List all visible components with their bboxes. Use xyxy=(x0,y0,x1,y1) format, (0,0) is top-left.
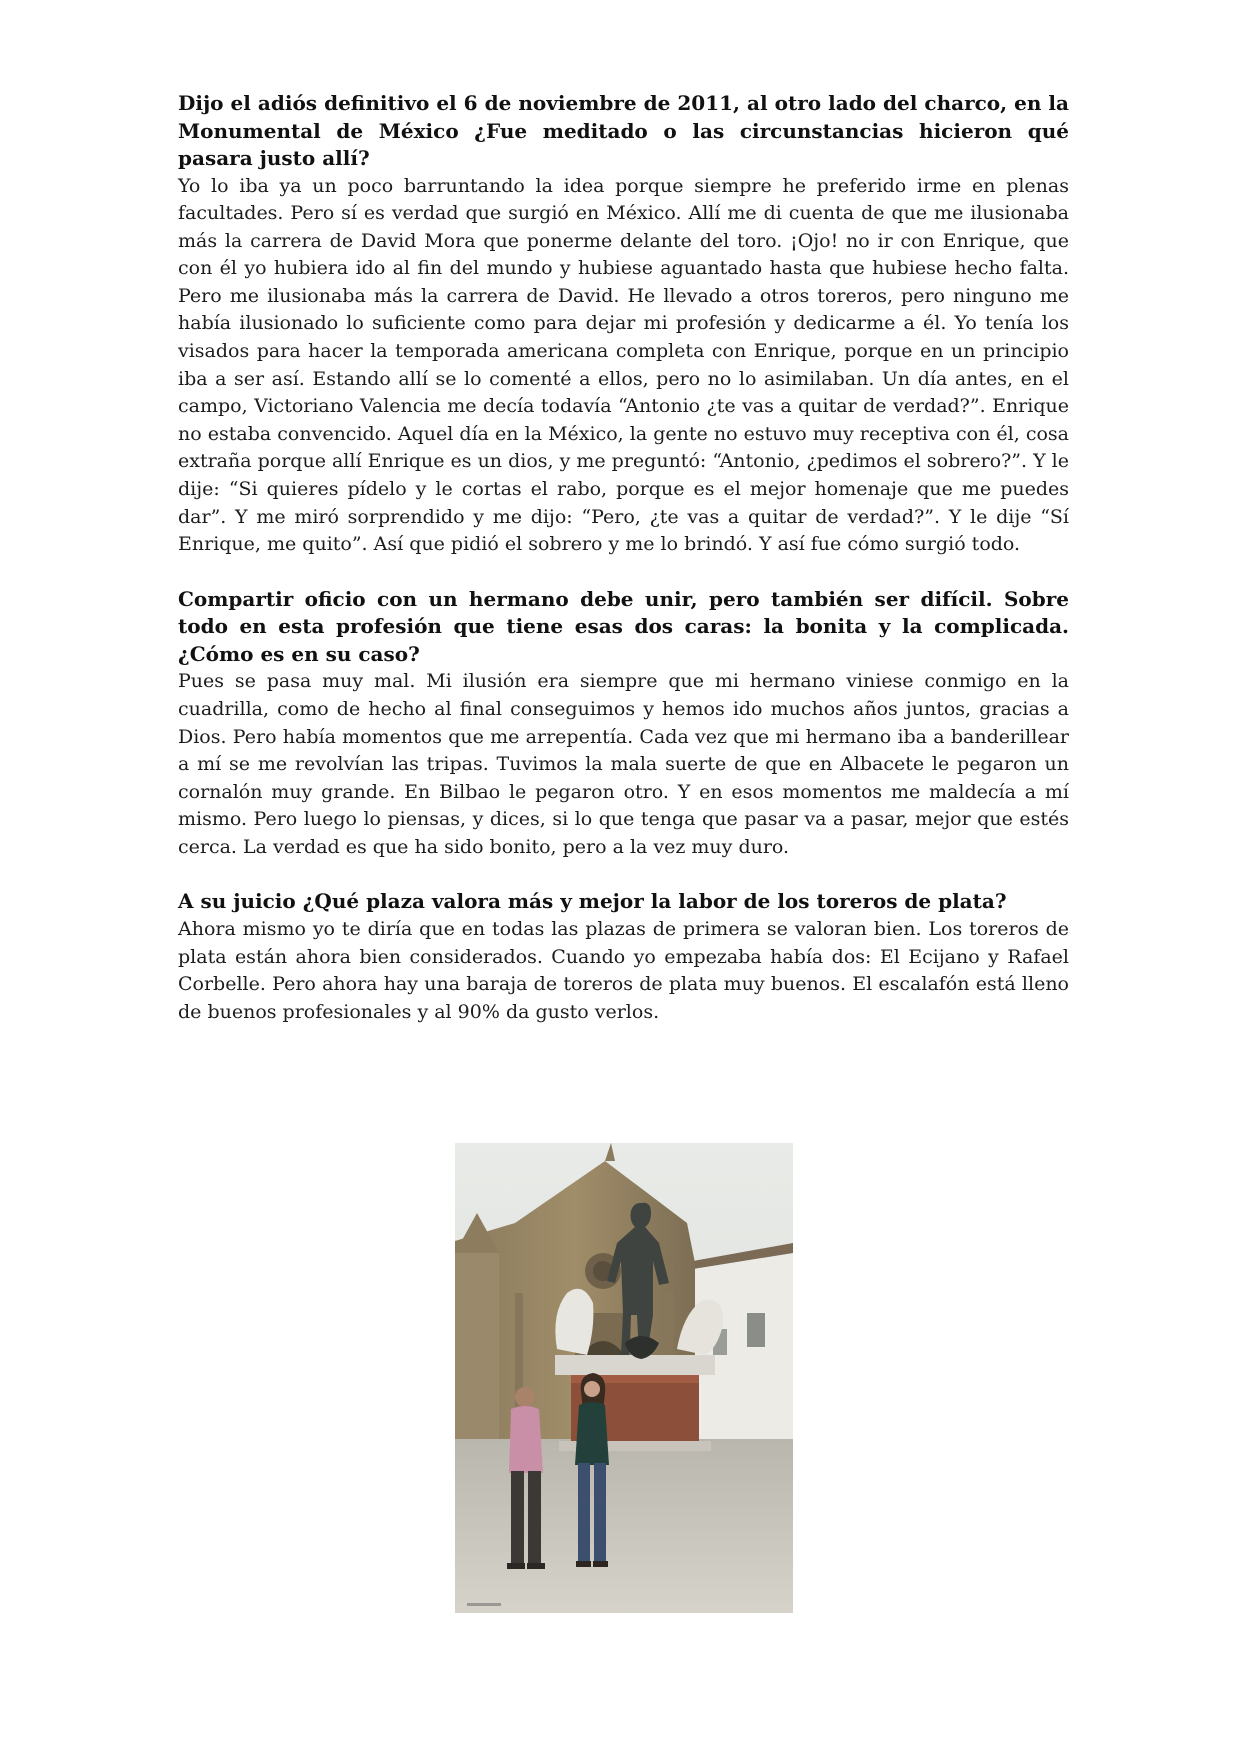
plaza-monument-photo xyxy=(455,1143,793,1613)
interview-answer: Ahora mismo yo te diría que en todas las plazas de primera se valoran bien. Los toreros de plata están ahora bien considerados. Cuando yo empezaba había dos: El Ecijano y Rafael Corbelle. Pero ahora hay una baraja de toreros de plata muy buenos. El escalafón está lleno de buenos profesionales y al 90% da gusto verlos. xyxy=(178,917,1069,1023)
interview-answer: Pues se pasa muy mal. Mi ilusión era siempre que mi hermano viniese conmigo en la cuadrilla, como de hecho al final conseguimos y hemos ido muchos años juntos, gracias a Dios. Pero había momentos que me arrepentía. Cada vez que mi hermano iba a banderillear a mí se me revolvían las tripas. Tuvimos la mala suerte de que en Albacete le pegaron un cornalón muy grande. En Bilbao le pegaron otro. Y en esos momentos me maldecía a mí mismo. Pero luego lo piensas, y dices, si lo que tenga que pasar va a pasar, mejor que estés cerca. La verdad es que ha sido bonito, pero a la vez muy duro. xyxy=(178,670,1069,858)
interview-question: Compartir oficio con un hermano debe unir, pero también ser difícil. Sobre todo en esta profesión que tiene esas dos caras: la bonita y la complicada. ¿Cómo es en su caso? xyxy=(178,586,1069,666)
photo-credit-mark xyxy=(467,1603,501,1606)
interview-question: Dijo el adiós definitivo el 6 de noviembre de 2011, al otro lado del charco, en la Monumental de México ¿Fue meditado o las circunstancias hicieron qué pasara justo allí? xyxy=(178,91,1069,170)
interview-section-3 xyxy=(178,888,1069,1026)
article-body xyxy=(178,90,1069,1053)
interview-section-1 xyxy=(178,90,1069,559)
interview-section-2 xyxy=(178,586,1069,862)
plaza-pavement xyxy=(455,1439,793,1613)
interview-answer: Yo lo iba ya un poco barruntando la idea porque siempre he preferido irme en plenas facultades. Pero sí es verdad que surgió en México. Allí me di cuenta de que me ilusionaba más la carrera de David Mora que ponerme delante del toro. ¡Ojo! no ir con Enrique, que con él yo hubiera ido al fin del mundo y hubiese aguantado hasta que hubiese hecho falta. Pero me ilusionaba más la carrera de David. He llevado a otros toreros, pero ninguno me había ilusionado lo suficiente como para dejar mi profesión y dedicarme a él. Yo tenía los visados para hacer la temporada americana completa con Enrique, porque en un principio iba a ser así. Estando allí se lo comenté a ellos, pero no lo asimilaban. Un día antes, en el campo, Victoriano Valencia me decía todavía “Antonio ¿te vas a quitar de verdad?”. Enrique no estaba convencido. Aquel día en la México, la gente no estuvo muy receptiva con él, cosa extraña porque allí Enrique es un dios, y me preguntó: “Antonio, ¿pedimos el sobrero?”. Y le dije: “Si quieres pídelo y le cortas el rabo, porque es el mejor homenaje que me puedes dar”. Y me miró sorprendido y me dijo: “Pero, ¿te vas a quitar de verdad?”. Y le dije “Sí Enrique, me quito”. Así que pidió el sobrero y me lo brindó. Y así fue cómo surgió todo. xyxy=(178,174,1069,556)
interview-question: A su juicio ¿Qué plaza valora más y mejor la labor de los toreros de plata? xyxy=(178,889,1007,914)
